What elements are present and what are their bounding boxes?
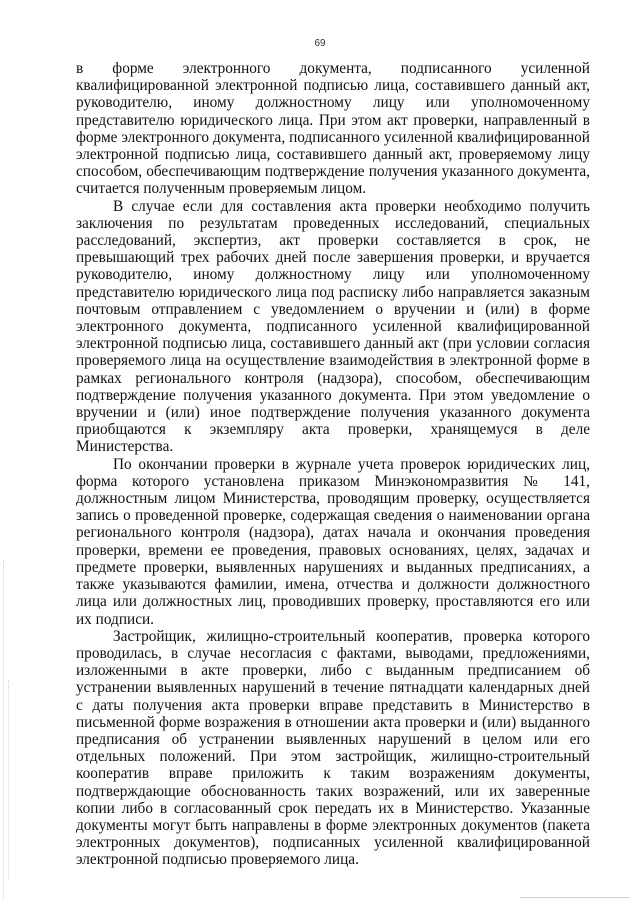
paragraph-continuation: в форме электронного документа, подписанного усиленной квалифицированной электронной подписью лица, составившего данный акт, руководителю, иному должностному лицу или уполномоченному представителю юридического лица. При этом акт проверки, направленный в форме электронного документа, подписанного усиленной квалифицированной электронной подписью лица, составившего данный акт, проверяемому лицу способом, обеспечивающим подтверждение получения указанного документа, считается полученным проверяемым лицом.	[76, 60, 590, 198]
paragraph-inspection-journal: По окончании проверки в журнале учета проверок юридических лиц, форма которого установлена приказом Минэкономразвития № 141, должностным лицом Министерства, проводящим проверку, осуществляется запись о проведенной проверке, содержащая сведения о наименовании органа регионального контроля (надзора), датах начала и окончания проведения проверки, времени ее проведения, правовых основаниях, целях, задачах и предмете проверки, выявленных нарушениях и выданных предписаниях, а также указываются фамилии, имена, отчества и должности должностного лица или должностных лиц, проводивших проверку, проставляются его или их подписи.	[76, 455, 590, 628]
scan-margin-marks-secondary	[8, 680, 13, 880]
page-number: 69	[314, 38, 326, 49]
paragraph-objections: Застройщик, жилищно-строительный кооператив, проверка которого проводилась, в случае несогласия с фактами, выводами, предложениями, изложенными в акте проверки, либо с выданным предписанием об устранении выявленных нарушений в течение пятнадцати календарных дней с даты получения акта проверки вправе представить в Министерство в письменной форме возражения в отношении акта проверки и (или) выданного предписания об устранении выявленных нарушений в целом или его отдельных положений. При этом застройщик, жилищно-строительный кооператив вправе приложить к таким возражениям документы, подтверждающие обоснованность таких возражений, или их заверенные копии либо в согласованный срок передать их в Министерство. Указанные документы могут быть направлены в форме электронных документов (пакета электронных документов), подписанных усиленной квалифицированной электронной подписью проверяемого лица.	[76, 627, 590, 869]
document-body	[76, 60, 590, 869]
scan-bottom-edge	[520, 897, 630, 898]
paragraph-act-conclusions: В случае если для составления акта проверки необходимо получить заключения по результатам проведенных исследований, специальных расследований, экспертиз, акт проверки составляется в срок, не превышающий трех рабочих дней после завершения проверки, и вручается руководителю, иному должностному лицу или уполномоченному представителю юридического лица под расписку либо направляется заказным почтовым отправлением с уведомлением о вручении и (или) в форме электронного документа, подписанного усиленной квалифицированной электронной подписью лица, составившего данный акт (при условии согласия проверяемого лица на осуществление взаимодействия в электронной форме в рамках регионального контроля (надзора), способом, обеспечивающим подтверждение получения указанного документа. При этом уведомление о вручении и (или) иное подтверждение получения указанного документа приобщаются к экземпляру акта проверки, хранящемуся в деле Министерства.	[76, 197, 590, 456]
